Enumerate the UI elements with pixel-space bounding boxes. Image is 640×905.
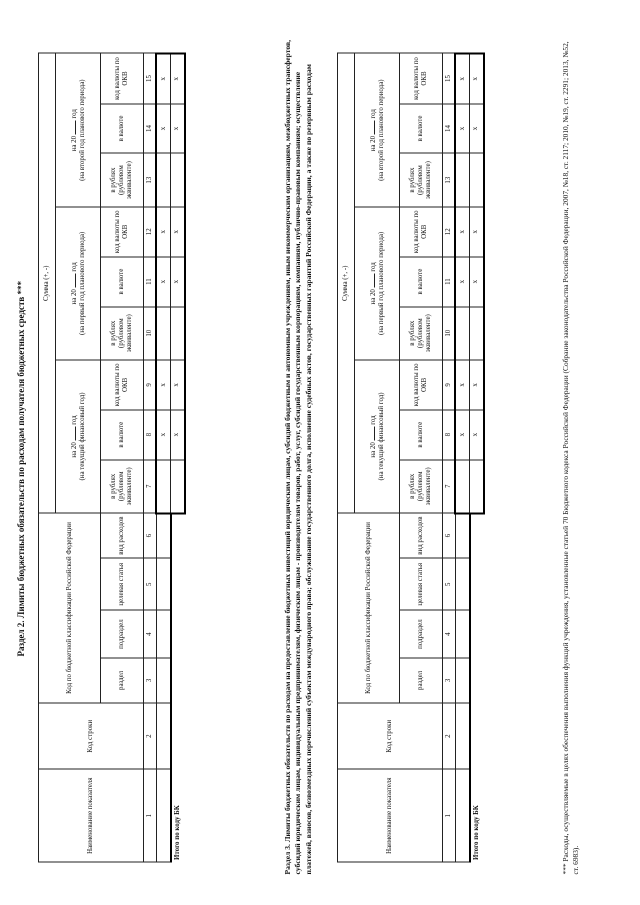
period-header	[355, 54, 400, 207]
column-number: 7	[144, 460, 157, 513]
data-cell	[156, 153, 171, 206]
na20-label: на 20	[71, 289, 78, 305]
period-note: (на второй год планового периода)	[79, 79, 86, 181]
header-okv: код валюты по ОКВ	[101, 360, 144, 410]
data-cell	[156, 460, 171, 513]
header-podrazdel: подраздел	[101, 610, 144, 657]
data-cell	[156, 307, 171, 360]
section-2-table	[38, 53, 186, 863]
god-label: год	[370, 109, 377, 119]
data-cell	[455, 460, 470, 513]
total-x-cell: x	[171, 54, 185, 104]
period-header	[355, 207, 400, 360]
column-number: 1	[144, 769, 157, 862]
total-x-cell: x	[171, 207, 185, 257]
header-razdel: раздел	[400, 658, 443, 703]
data-cell	[156, 513, 171, 558]
god-label: год	[71, 262, 78, 272]
x-cell: x	[455, 360, 470, 410]
column-number: 15	[443, 54, 456, 104]
header-okv: код валюты по ОКВ	[400, 360, 443, 410]
section-2-title: Раздел 2. Лимиты бюджетных обязательств по расходам получателя бюджетных средств ***	[16, 280, 26, 657]
header-val: в валюте	[400, 257, 443, 307]
total-x-cell: x	[470, 257, 484, 307]
header-rub: в рублях (рублевом эквиваленте)	[400, 307, 443, 360]
header-val: в валюте	[101, 104, 144, 154]
data-cell	[455, 513, 470, 558]
x-cell: x	[455, 410, 470, 460]
year-blank	[69, 427, 76, 441]
column-number: 8	[144, 410, 157, 460]
total-x-cell: x	[470, 54, 484, 104]
x-cell: x	[156, 360, 171, 410]
column-number: 2	[443, 703, 456, 769]
period-note: (на текущий финансовый год)	[79, 392, 86, 481]
data-cell	[156, 658, 171, 703]
section-3-description: Раздел 3. Лимиты бюджетных обязательств по расходам на предоставление бюджетных инвестиций юридическим лицам, субсидий бюджетным и автономным учреждениям, иным некоммерческим организациям, межбюджетных трансфертов, субсидий юридическим лицам, индивидуальным предпринимателям, физическим лицам - производителям товаров, работ, услуг, субсидий государственным корпорациям, компаниям, публично-правовым компаниям; осуществление платежей, взносов, безвозмездных перечислений субъектам международного права; обслуживание государственного долга, исполнение судебных актов, государственных гарантий Российской Федерации, а также по резервным расходам	[283, 40, 313, 875]
x-cell: x	[156, 104, 171, 154]
x-cell: x	[455, 54, 470, 104]
column-number: 11	[443, 257, 456, 307]
na20-label: на 20	[370, 442, 377, 458]
header-bk: Код по бюджетной классификации Российской Федерации	[338, 513, 400, 703]
column-number: 5	[144, 558, 157, 610]
header-val: в валюте	[101, 410, 144, 460]
header-okv: код валюты по ОКВ	[101, 207, 144, 257]
header-podrazdel: подраздел	[400, 610, 443, 657]
header-code: Код строки	[338, 703, 443, 769]
x-cell: x	[455, 104, 470, 154]
header-name: Наименование показателя	[39, 769, 144, 862]
na20-label: на 20	[370, 289, 377, 305]
column-number: 15	[144, 54, 157, 104]
footnote: *** Расходы, осуществляемые в целях обеспечения выполнения функций учреждения, установленные статьей 70 Бюджетного кодекса Российской Федерации (Собрание законодательства Российской Федерации, 2007, №18, ст. 2117; 2010, №19, ст. 2291; 2013, №52, ст. 6983).	[561, 41, 580, 875]
header-cel: целевая статья	[400, 558, 443, 610]
total-x-cell: x	[171, 410, 185, 460]
total-x-cell: x	[470, 360, 484, 410]
total-x-cell: x	[470, 207, 484, 257]
total-cell	[171, 307, 185, 360]
column-number: 11	[144, 257, 157, 307]
total-cell	[470, 460, 484, 513]
na20-label: на 20	[71, 442, 78, 458]
header-rub: в рублях (рублевом эквиваленте)	[400, 460, 443, 513]
section-3-table	[337, 53, 485, 863]
year-blank	[69, 120, 76, 134]
data-cell	[455, 769, 470, 862]
total-x-cell: x	[171, 257, 185, 307]
header-rub: в рублях (рублевом эквиваленте)	[400, 153, 443, 206]
total-cell	[470, 307, 484, 360]
column-number: 10	[144, 307, 157, 360]
column-number: 9	[443, 360, 456, 410]
year-blank	[368, 427, 375, 441]
column-number: 6	[443, 513, 456, 558]
column-number: 6	[144, 513, 157, 558]
column-number: 7	[443, 460, 456, 513]
god-label: год	[370, 262, 377, 272]
x-cell: x	[455, 257, 470, 307]
column-number: 14	[144, 104, 157, 154]
data-cell	[156, 558, 171, 610]
column-number: 3	[144, 658, 157, 703]
total-x-cell: x	[470, 104, 484, 154]
total-cell	[470, 153, 484, 206]
data-cell	[455, 703, 470, 769]
god-label: год	[71, 415, 78, 425]
period-header	[355, 360, 400, 513]
column-number: 14	[443, 104, 456, 154]
column-number: 10	[443, 307, 456, 360]
data-cell	[156, 610, 171, 657]
na20-label: на 20	[71, 135, 78, 152]
header-rub: в рублях (рублевом эквиваленте)	[101, 307, 144, 360]
x-cell: x	[156, 207, 171, 257]
total-label: Итого по коду БК	[171, 513, 185, 862]
header-rub: в рублях (рублевом эквиваленте)	[101, 460, 144, 513]
na20-label: на 20	[370, 135, 377, 152]
header-val: в валюте	[400, 410, 443, 460]
column-number: 4	[443, 610, 456, 657]
data-cell	[455, 658, 470, 703]
total-x-cell: x	[171, 104, 185, 154]
god-label: год	[370, 415, 377, 425]
column-number: 2	[144, 703, 157, 769]
total-label: Итого по коду БК	[470, 513, 484, 862]
header-code: Код строки	[39, 703, 144, 769]
column-number: 13	[144, 153, 157, 206]
column-number: 8	[443, 410, 456, 460]
header-rub: в рублях (рублевом эквиваленте)	[101, 153, 144, 206]
column-number: 9	[144, 360, 157, 410]
year-blank	[368, 120, 375, 134]
period-note: (на второй год планового периода)	[378, 79, 385, 181]
year-blank	[69, 273, 76, 287]
data-cell	[455, 610, 470, 657]
total-cell	[171, 153, 185, 206]
header-vid: вид расходов	[101, 513, 144, 558]
x-cell: x	[455, 207, 470, 257]
header-name: Наименование показателя	[338, 769, 443, 862]
period-note: (на первый год планового периода)	[378, 231, 385, 335]
data-cell	[156, 703, 171, 769]
column-number: 13	[443, 153, 456, 206]
data-cell	[455, 153, 470, 206]
period-header	[56, 207, 101, 360]
column-number: 5	[443, 558, 456, 610]
x-cell: x	[156, 257, 171, 307]
header-val: в валюте	[400, 104, 443, 154]
header-okv: код валюты по ОКВ	[400, 207, 443, 257]
header-val: в валюте	[101, 257, 144, 307]
column-number: 12	[144, 207, 157, 257]
header-sum: Сумма (+, -)	[39, 54, 56, 514]
header-sum: Сумма (+, -)	[338, 54, 355, 514]
total-cell	[171, 460, 185, 513]
year-blank	[368, 273, 375, 287]
header-bk: Код по бюджетной классификации Российской Федерации	[39, 513, 101, 703]
column-number: 12	[443, 207, 456, 257]
period-note: (на первый год планового периода)	[79, 231, 86, 335]
period-note: (на текущий финансовый год)	[378, 392, 385, 481]
x-cell: x	[156, 54, 171, 104]
x-cell: x	[156, 410, 171, 460]
header-cel: целевая статья	[101, 558, 144, 610]
data-cell	[156, 769, 171, 862]
header-vid: вид расходов	[400, 513, 443, 558]
column-number: 1	[443, 769, 456, 862]
data-cell	[455, 558, 470, 610]
period-header	[56, 360, 101, 513]
data-cell	[455, 307, 470, 360]
column-number: 4	[144, 610, 157, 657]
total-x-cell: x	[470, 410, 484, 460]
header-okv: код валюты по ОКВ	[400, 54, 443, 104]
header-okv: код валюты по ОКВ	[101, 54, 144, 104]
column-number: 3	[443, 658, 456, 703]
total-x-cell: x	[171, 360, 185, 410]
header-razdel: раздел	[101, 658, 144, 703]
god-label: год	[71, 109, 78, 119]
period-header	[56, 54, 101, 207]
